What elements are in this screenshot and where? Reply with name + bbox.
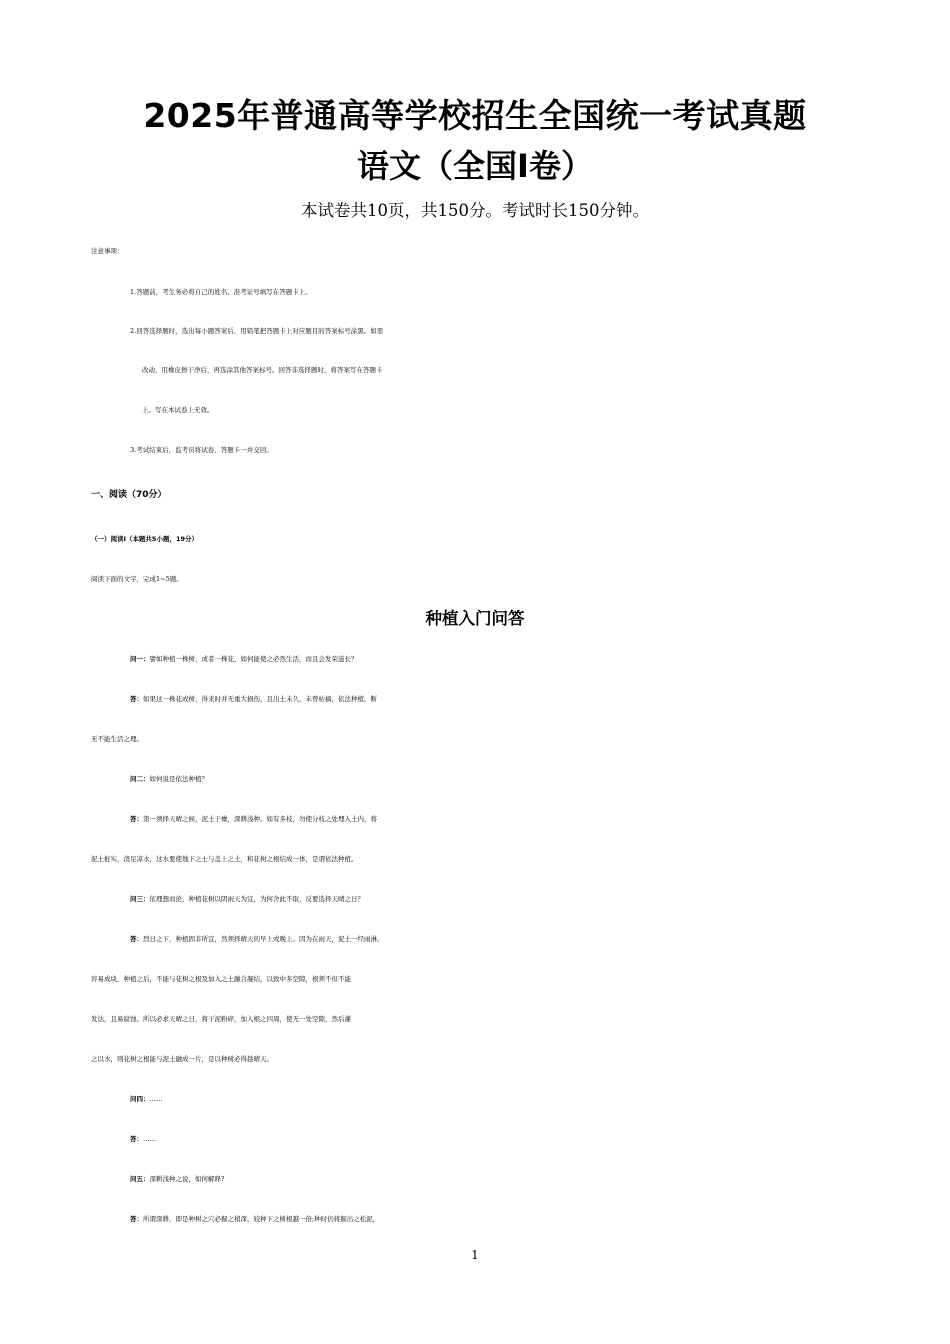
answer-3-line-3: 发达，且易腐蚀。所以必求天晴之日，将干泥粉碎，加入根之四周，使无一处空隙，然后灌: [91, 1015, 351, 1023]
question-text: 深耕浅种之说，如何解释?: [149, 1175, 225, 1183]
question-4: [130, 1086, 910, 1112]
answer-2-line-1: [130, 806, 910, 832]
notice-item-1: 1.答题前，考生务必将自己的姓名、准考证号填写在答题卡上。: [130, 288, 312, 296]
answer-text: 第一须择天晴之候，泥土干燥，深耕浅种。如有多枝，勿使分枝之处埋入土内，将: [143, 815, 377, 823]
question-5: [130, 1166, 910, 1192]
question-1: [130, 646, 910, 672]
question-text: 依理想而论，种植花树以阴雨天为宜，为何舍此不取，反要选择天晴之日？: [149, 895, 364, 903]
page-number: 1: [471, 1248, 479, 1262]
passage-title: 种植入门问答: [425, 609, 525, 628]
answer-1-line-1: [130, 686, 910, 712]
question-label: 问三：: [130, 895, 150, 903]
answer-text: 所谓深耕，即是种树之穴必掘之稍深，较种下之树根越一倍;种时仍将掘出之松泥，: [143, 1215, 380, 1223]
question-text: 譬如种植一株树，或者一株花，如何能使之必然生活，而且会发荣滋长？: [149, 655, 358, 663]
answer-label: 答：: [130, 1215, 143, 1223]
question-3: [130, 886, 910, 912]
exam-subject: 语文（全国Ⅰ卷）: [357, 147, 593, 185]
section-instruction: 阅读下面的文字，完成1~5题。: [91, 575, 183, 583]
question-label: 问五：: [130, 1175, 150, 1183]
answer-4: [130, 1126, 910, 1152]
notice-item-2-line-1: 2.回答选择题时，选出每小题答案后，用铅笔把答题卡上对应题目的答案标号涂黑。如需: [130, 327, 384, 335]
answer-2-line-2: 泥土桩实，浇足凉水，这水要使地下之士与盖上之土，和花树之根结成一体，是谓依法种植。: [91, 855, 358, 863]
exam-info: 本试卷共10页，共150分。考试时长150分钟。: [301, 201, 649, 220]
notice-item-3: 3.考试结束后，监考员将试卷、答题卡一并交回。: [130, 446, 273, 454]
question-label: 问一：: [130, 655, 150, 663]
answer-3-line-1: [130, 926, 910, 952]
answer-text: 如果这一株花或树，得来时并无重大损伤，且出土未久，未曾枯槁，依法种植，断: [143, 695, 377, 703]
answer-1-line-2: 无不能生活之理。: [91, 735, 143, 743]
answer-text: 烈日之下，种植固非所宜，然须择晴天的早上或晚上。因为在雨天，泥土一经雨淋，: [143, 935, 384, 943]
question-text: ……: [149, 1095, 163, 1103]
answer-label: 答：: [130, 695, 143, 703]
answer-3-line-2: 容易成块，种植之后，不能与花树之根及加入之土融合凝结，以致中多空隙，根须不但不能: [91, 975, 351, 983]
answer-3-line-4: 之以水，则花树之根能与泥土融成一片，是以种树必得趁晴天。: [91, 1055, 273, 1063]
answer-text: ……: [143, 1135, 156, 1143]
notice-item-2-line-2: 改动，用橡皮擦干净后，再选涂其他答案标号。回答非选择题时，将答案写在答题卡: [142, 366, 383, 374]
answer-label: 答：: [130, 1135, 143, 1143]
notice-heading: 注意事项：: [91, 247, 124, 255]
exam-title: 2025年普通高等学校招生全国统一考试真题: [143, 96, 807, 135]
answer-5-line-1: [130, 1206, 910, 1232]
notice-item-2-line-3: 上。写在本试卷上无效。: [142, 406, 214, 414]
question-label: 问二：: [130, 775, 150, 783]
answer-label: 答：: [130, 815, 143, 823]
question-label: 问四：: [130, 1095, 150, 1103]
section-subheading: （一）阅读Ⅰ（本题共5小题，19分）: [91, 535, 198, 543]
question-2: [130, 766, 910, 792]
question-text: 如何说是依法种植？: [149, 775, 208, 783]
section-heading: 一、阅读（70分）: [91, 490, 167, 500]
answer-label: 答：: [130, 935, 143, 943]
